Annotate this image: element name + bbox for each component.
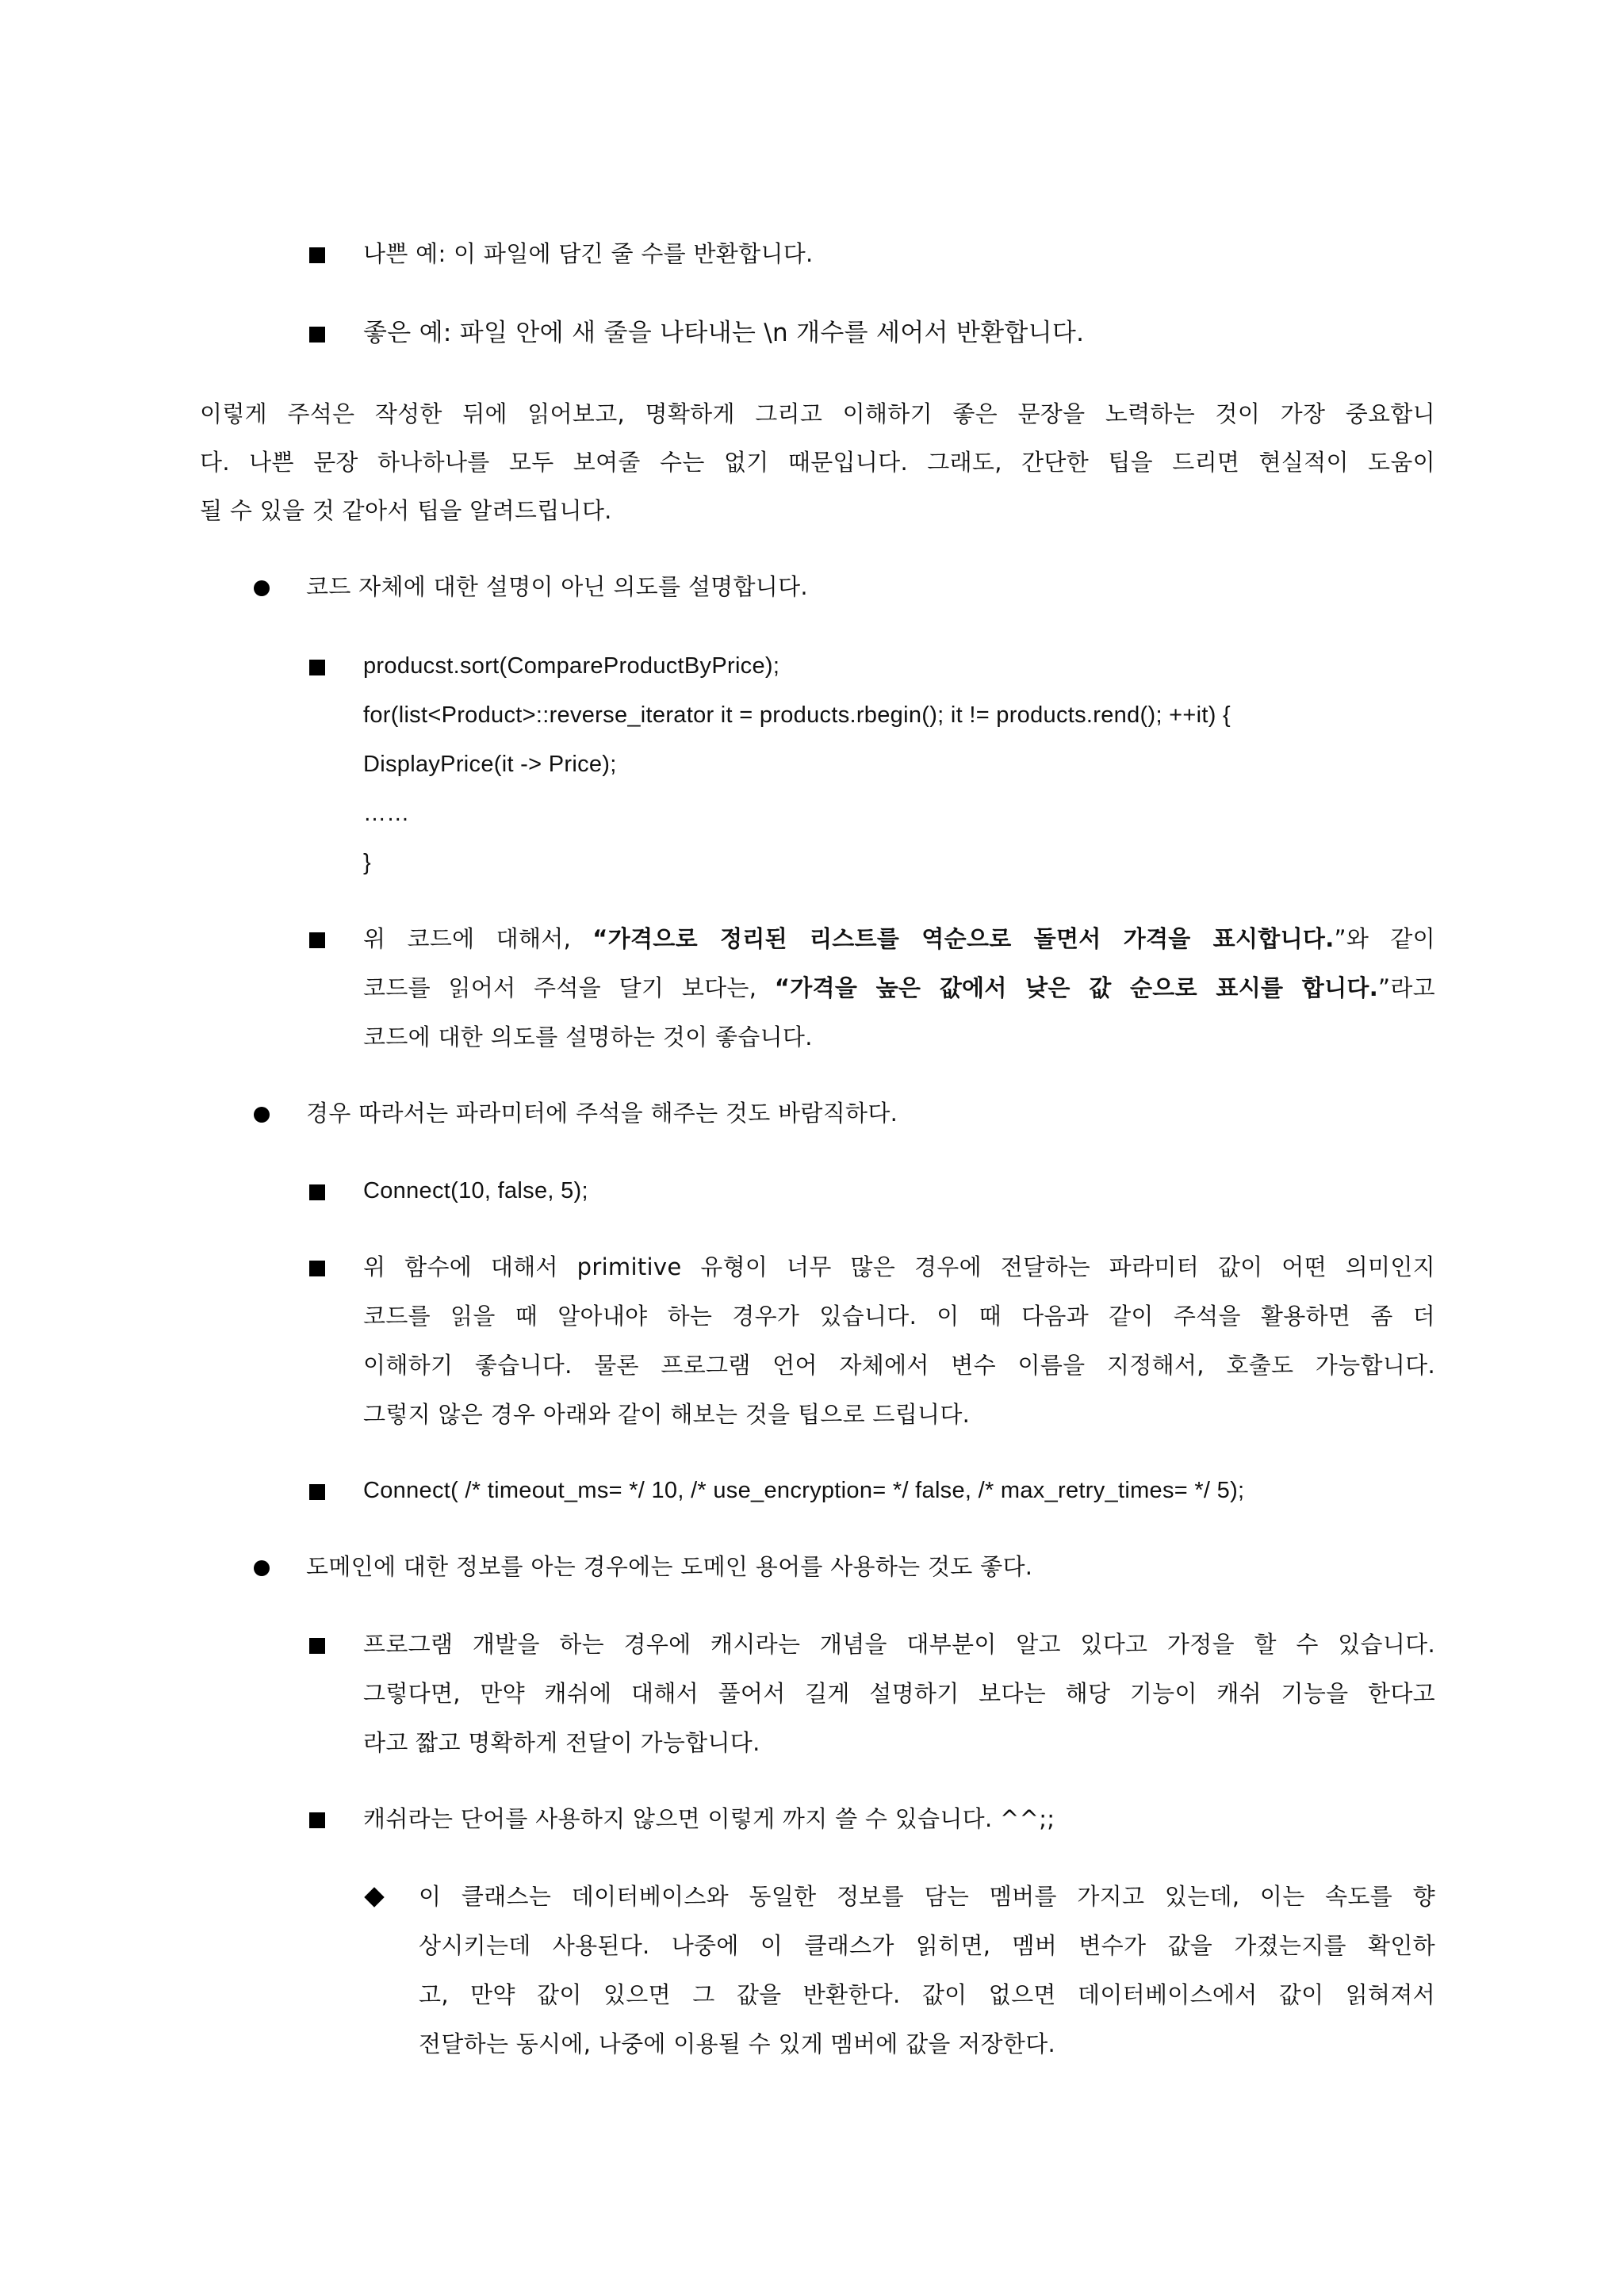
square-bullet-icon [309, 247, 325, 263]
tip3-explain-line: 프로그램 개발을 하는 경우에 캐시라는 개념을 대부분이 알고 있다고 가정을 할 수 있습니다. [363, 1631, 1435, 1658]
long-example-line: 전달하는 동시에, 나중에 이용될 수 있게 멤버에 값을 저장한다. [419, 2030, 1056, 2057]
tip1-explain-plain: ”라고 [1378, 974, 1435, 1001]
intro-paragraph-line: 다. 나쁜 문장 하나하나를 모두 보여줄 수는 없기 때문입니다. 그래도, 간단한 팁을 드리면 현실적이 도움이 [200, 449, 1435, 476]
tip1-title: 코드 자체에 대한 설명이 아닌 의도를 설명합니다. [306, 573, 808, 600]
square-bullet-icon [309, 932, 325, 948]
long-example-line: 고, 만약 값이 있으면 그 값을 반환한다. 값이 없으면 데이터베이스에서 값이 읽혀져서 [419, 1981, 1435, 2008]
tip1-explain-plain: 위 코드에 대해서, [363, 925, 593, 952]
square-bullet-icon [309, 660, 325, 675]
square-bullet-icon [309, 1184, 325, 1200]
code-line: for(list<Product>::reverse_iterator it = products.rbegin(); it != products.rend(); ++it) { [363, 702, 1231, 728]
square-bullet-icon [309, 1484, 325, 1500]
tip3-explain-line: 그렇다면, 만약 캐쉬에 대해서 풀어서 길게 설명하기 보다는 해당 기능이 캐쉬 기능을 한다고 [363, 1680, 1435, 1707]
diamond-bullet-icon [364, 1887, 384, 1907]
round-bullet-icon [254, 1107, 270, 1123]
tip2-explain-line: 이해하기 좋습니다. 물론 프로그램 언어 자체에서 변수 이름을 지정해서, 호출도 가능합니다. [363, 1352, 1435, 1379]
tip3-explain-line: 라고 짧고 명확하게 전달이 가능합니다. [363, 1729, 760, 1756]
code-line: producst.sort(CompareProductByPrice); [363, 653, 780, 679]
tip2-explain-line: 그렇지 않은 경우 아래와 같이 해보는 것을 팁으로 드립니다. [363, 1401, 971, 1428]
tip1-explain-bold: “가격으로 정리된 리스트를 역순으로 돌면서 가격을 표시합니다. [592, 925, 1335, 952]
bad-example-text: 나쁜 예: 이 파일에 담긴 줄 수를 반환합니다. [363, 240, 814, 267]
square-bullet-icon [309, 327, 325, 342]
tip2-explain-line: 위 함수에 대해서 primitive 유형이 너무 많은 경우에 전달하는 파라미터 값이 어떤 의미인지 [363, 1253, 1435, 1280]
square-bullet-icon [309, 1261, 325, 1276]
intro-paragraph-line: 될 수 있을 것 같아서 팁을 알려드립니다. [200, 497, 612, 524]
code-line: Connect(10, false, 5); [363, 1178, 588, 1203]
tip3-no-term-text: 캐쉬라는 단어를 사용하지 않으면 이렇게 까지 쓸 수 있습니다. ^^;; [363, 1805, 1055, 1832]
round-bullet-icon [254, 1560, 270, 1576]
round-bullet-icon [254, 580, 270, 596]
square-bullet-icon [309, 1812, 325, 1828]
tip1-explain-plain: 코드를 읽어서 주석을 달기 보다는, [363, 974, 775, 1001]
tip2-title: 경우 따라서는 파라미터에 주석을 해주는 것도 바람직하다. [306, 1100, 898, 1127]
tip3-title: 도메인에 대한 정보를 아는 경우에는 도메인 용어를 사용하는 것도 좋다. [306, 1553, 1033, 1580]
code-line: } [363, 850, 371, 875]
code-line: DisplayPrice(it -> Price); [363, 752, 617, 777]
tip1-explain-plain: ”와 같이 [1334, 925, 1436, 952]
code-line: …… [363, 801, 410, 826]
tip1-explain-bold: “가격을 높은 값에서 낮은 값 순으로 표시를 합니다. [774, 974, 1379, 1001]
tip1-explain-line [363, 923, 1435, 955]
long-example-line: 이 클래스는 데이터베이스와 동일한 정보를 담는 멤버를 가지고 있는데, 이는 속도를 향 [419, 1883, 1435, 1910]
tip1-explain-line [363, 972, 1435, 1004]
square-bullet-icon [309, 1638, 325, 1654]
long-example-line: 상시키는데 사용된다. 나중에 이 클래스가 읽히면, 멤버 변수가 값을 가졌는지를 확인하 [419, 1932, 1435, 1959]
intro-paragraph-line: 이렇게 주석은 작성한 뒤에 읽어보고, 명확하게 그리고 이해하기 좋은 문장을 노력하는 것이 가장 중요합니 [200, 400, 1435, 427]
tip2-explain-line: 코드를 읽을 때 알아내야 하는 경우가 있습니다. 이 때 다음과 같이 주석을 활용하면 좀 더 [363, 1303, 1435, 1330]
code-line: Connect( /* timeout_ms= */ 10, /* use_encryption= */ false, /* max_retry_times= */ 5); [363, 1478, 1245, 1503]
good-example-text: 좋은 예: 파일 안에 새 줄을 나타내는 \n 개수를 세어서 반환합니다. [363, 319, 1085, 347]
tip1-explain-line: 코드에 대한 의도를 설명하는 것이 좋습니다. [363, 1024, 813, 1050]
